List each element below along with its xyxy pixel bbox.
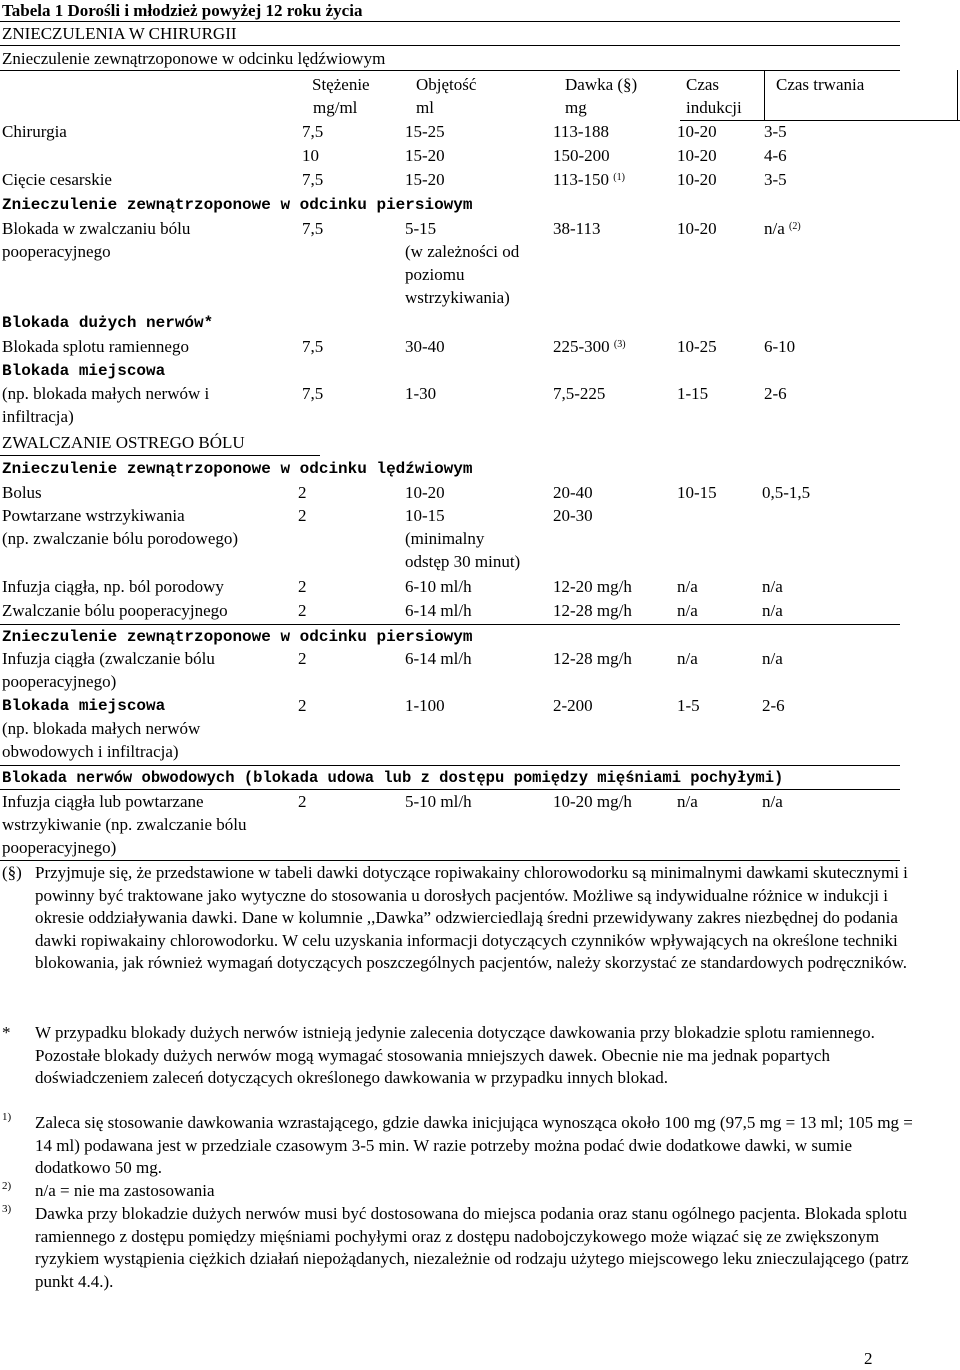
cell-dose: 12-20 mg/h <box>553 577 632 596</box>
cell-onset: 10-20 <box>677 122 717 141</box>
row-label: Chirurgia <box>2 122 67 141</box>
cell-concentration: 7,5 <box>302 170 324 189</box>
subsection-peripheral: Blokada nerwów obwodowych (blokada udowa lub z dostępu pomiędzy mięśniami pochyłymi) <box>2 769 784 787</box>
rule-sub1 <box>0 70 900 71</box>
cell-dose: 113-188 <box>553 122 610 141</box>
cell-concentration: 2 <box>298 649 307 668</box>
cell-onset: n/a <box>677 577 698 596</box>
cell-concentration: 7,5 <box>302 384 324 403</box>
cell-concentration: 2 <box>298 601 307 620</box>
cell-dose: 20-30 <box>553 506 593 525</box>
cell-dose: 20-40 <box>553 483 593 502</box>
footnote-ref: (1) <box>613 172 625 183</box>
footnote-text: n/a = nie ma zastosowania <box>35 1181 215 1200</box>
cell-volume-note: (w zależności od <box>405 242 520 261</box>
cell-duration: n/a <box>762 601 783 620</box>
cell-volume: 6-14 ml/h <box>405 649 472 668</box>
page-number: 2 <box>864 1349 873 1368</box>
cell-dose: 10-20 mg/h <box>553 792 632 811</box>
cell-concentration: 2 <box>298 696 307 715</box>
row-label-cont: pooperacyjnego) <box>2 672 117 691</box>
cell-dose: 2-200 <box>553 696 593 715</box>
cell-onset: n/a <box>677 649 698 668</box>
footnote-ref: (2) <box>789 221 801 232</box>
cell-volume: 15-25 <box>405 122 445 141</box>
cell-concentration: 2 <box>298 483 307 502</box>
cell-duration: 4-6 <box>764 146 787 165</box>
row-label-cont: pooperacyjnego <box>2 242 111 261</box>
cell-duration: n/a <box>762 577 783 596</box>
header-concentration-unit: mg/ml <box>313 98 358 117</box>
row-label-bold: Blokada miejscowa <box>2 697 166 715</box>
header-concentration: Stężenie <box>312 75 370 94</box>
row-label-cont: (np. zwalczanie bólu porodowego) <box>2 529 239 548</box>
header-onset-b: indukcji <box>686 98 742 117</box>
cell-concentration: 7,5 <box>302 337 324 356</box>
cell-volume-note: wstrzykiwania) <box>405 288 510 307</box>
rule-header-right <box>680 120 960 121</box>
row-label: Infuzja ciągła, np. ból porodowy <box>2 577 224 596</box>
subsection-local: Blokada miejscowa <box>2 362 166 380</box>
cell-volume: 1-30 <box>405 384 437 403</box>
cell-concentration: 10 <box>302 146 319 165</box>
cell-duration: 3-5 <box>764 122 787 141</box>
cell-dose: 38-113 <box>553 219 601 238</box>
cell-volume-note: odstęp 30 minut) <box>405 552 521 571</box>
cell-duration: 6-10 <box>764 337 796 356</box>
header-volume-unit: ml <box>416 98 434 117</box>
rule-section1 <box>0 45 900 46</box>
row-label: Bolus <box>2 483 42 502</box>
cell-dose: 12-28 mg/h <box>553 649 632 668</box>
cell-dose: 113-150 $^{(1)}$ <box>553 170 625 189</box>
row-label: Zwalczanie bólu pooperacyjnego <box>2 601 228 620</box>
row-label: (np. blokada małych nerwów i <box>2 384 210 403</box>
section-title-surgery: ZNIECZULENIA W CHIRURGII <box>2 24 237 43</box>
rule-header-vert <box>764 70 765 121</box>
cell-duration: 0,5-1,5 <box>762 483 811 502</box>
subsection-thoracic: Znieczulenie zewnątrzoponowe w odcinku piersiowym <box>2 628 473 646</box>
cell-volume: 5-15 <box>405 219 437 238</box>
row-label: Blokada w zwalczaniu bólu <box>2 219 191 238</box>
cell-dose: 225-300 $^{(3)}$ <box>553 337 626 356</box>
cell-volume: 6-14 ml/h <box>405 601 472 620</box>
rule-sub7 <box>0 765 900 766</box>
rule-table-end <box>0 860 900 861</box>
cell-onset: n/a <box>677 601 698 620</box>
row-label-cont: infiltracja) <box>2 407 74 426</box>
cell-onset: n/a <box>677 792 698 811</box>
cell-volume-note: poziomu <box>405 265 465 284</box>
rule-sub6 <box>0 624 900 625</box>
cell-duration: 2-6 <box>762 696 785 715</box>
header-volume: Objętość <box>416 75 477 94</box>
footnote-text: Przyjmuje się, że przedstawione w tabeli dawki dotyczące ropiwakainy chlorowodorku są minimalnymi dawkami skutecznymi i powinny być traktowane jako wytyczne do stosowania u dorosłych pacjentów. Możliwe są indywidualne różnice w indukcji i okresie oddziaływania dawki. Dane w kolumnie ,,Dawka” odzwierciedlają średni przewidywany zakres niezbędnej do podania dawki ropiwakainy chlorowodorku. W celu uzyskania informacji dotyczących czynników wpływających na określone techniki blokowania, jak również wymagań dotyczących poszczególnych pacjentów, należy skorzystać ze standardowych podręczników. <box>35 863 908 972</box>
cell-concentration: 2 <box>298 506 307 525</box>
cell-concentration: 7,5 <box>302 219 324 238</box>
footnote-mark: 1) <box>2 1111 12 1123</box>
cell-dose: 12-28 mg/h <box>553 601 632 620</box>
cell-dose: 150-200 <box>553 146 610 165</box>
cell-duration: n/a <box>762 792 783 811</box>
subsection-thoracic: Znieczulenie zewnątrzoponowe w odcinku piersiowym <box>2 196 473 214</box>
row-label-cont: wstrzykiwanie (np. zwalczanie bólu <box>2 815 247 834</box>
row-label: Powtarzane wstrzykiwania <box>2 506 185 525</box>
row-label: Infuzja ciągła (zwalczanie bólu <box>2 649 215 668</box>
footnote-mark: 2) <box>2 1180 12 1192</box>
cell-volume: 5-10 ml/h <box>405 792 472 811</box>
cell-volume-note: (minimalny <box>405 529 485 548</box>
footnote-ref: (3) <box>613 339 626 350</box>
cell-duration: n/a $^{(2)}$ <box>764 219 801 238</box>
header-onset: Czas <box>686 75 720 94</box>
cell-duration: n/a <box>762 649 783 668</box>
cell-volume: 30-40 <box>405 337 445 356</box>
cell-onset: 10-25 <box>677 337 717 356</box>
cell-volume: 6-10 ml/h <box>405 577 472 596</box>
cell-onset: 10-15 <box>677 483 717 502</box>
cell-onset: 10-20 <box>677 219 717 238</box>
footnote-text: Zaleca się stosowanie dawkowania wzrastającego, gdzie dawka inicjująca wynosząca około 100 mg (97,5 mg = 13 ml; 105 mg = 14 ml) podawana jest w przedziale czasowym 3-5 min. W razie potrzeby można podać dwie dodatkowe dawki, w sumie dodatkowo 50 mg. <box>35 1113 913 1177</box>
cell-onset: 1-5 <box>677 696 700 715</box>
row-label: Blokada splotu ramiennego <box>2 337 189 356</box>
row-label-cont: pooperacyjnego) <box>2 838 117 857</box>
subsection-lumbar: Znieczulenie zewnątrzoponowe w odcinku lędźwiowym <box>2 49 386 68</box>
cell-onset: 10-20 <box>677 170 717 189</box>
cell-duration: 3-5 <box>764 170 787 189</box>
header-dose: Dawka (§) <box>565 75 638 94</box>
row-label: Cięcie cesarskie <box>2 170 112 189</box>
header-duration: Czas trwania <box>776 75 865 94</box>
rule-section2 <box>0 455 320 456</box>
footnote-text: W przypadku blokady dużych nerwów istnieją jedynie zalecenia dotyczące dawkowania przy blokadzie splotu ramiennego. Pozostałe blokady dużych nerwów mogą wymagać stosowania mniejszych dawek. Obecnie nie ma jednak popartych doświadczeniem zaleceń dotyczących określonego dawkowania w przypadku innych blokad. <box>35 1023 875 1087</box>
cell-onset: 10-20 <box>677 146 717 165</box>
subsection-large-nerve: Blokada dużych nerwów* <box>2 314 214 332</box>
cell-volume: 15-20 <box>405 170 445 189</box>
cell-volume: 1-100 <box>405 696 445 715</box>
row-label: Infuzja ciągła lub powtarzane <box>2 792 204 811</box>
cell-duration: 2-6 <box>764 384 787 403</box>
row-label-cont: (np. blokada małych nerwów <box>2 719 201 738</box>
footnote-mark: 3) <box>2 1203 12 1215</box>
header-dose-unit: mg <box>565 98 587 117</box>
cell-concentration: 2 <box>298 792 307 811</box>
table-title: Tabela 1 Dorośli i młodzież powyżej 12 roku życia <box>2 1 363 20</box>
footnote-text: Dawka przy blokadzie dużych nerwów musi być dostosowana do miejsca podania oraz stanu ogólnego pacjenta. Blokada splotu ramiennego z dostępu pomiędzy mięśniami pochyłymi oraz z dostępu nadobojczykowego może wiązać się ze zwiększonym ryzykiem wystąpienia ciężkich działań niepożądanych, niezależnie od rodzaju użytego miejscowego leku znieczulającego (patrz punkt 4.4.). <box>35 1204 909 1291</box>
footnote-mark: (§) <box>2 863 22 882</box>
cell-dose: 7,5-225 <box>553 384 606 403</box>
rule-sub7-bottom <box>0 789 900 790</box>
cell-volume: 10-20 <box>405 483 445 502</box>
footnote-mark: * <box>2 1023 11 1042</box>
subsection-lumbar: Znieczulenie zewnątrzoponowe w odcinku lędźwiowym <box>2 460 473 478</box>
cell-concentration: 7,5 <box>302 122 324 141</box>
cell-onset: 1-15 <box>677 384 709 403</box>
cell-volume: 15-20 <box>405 146 445 165</box>
section-title-acute-pain: ZWALCZANIE OSTREGO BÓLU <box>2 433 245 452</box>
cell-volume: 10-15 <box>405 506 445 525</box>
cell-concentration: 2 <box>298 577 307 596</box>
row-label-cont: obwodowych i infiltracja) <box>2 742 179 761</box>
rule-header-vert-end <box>957 70 958 121</box>
